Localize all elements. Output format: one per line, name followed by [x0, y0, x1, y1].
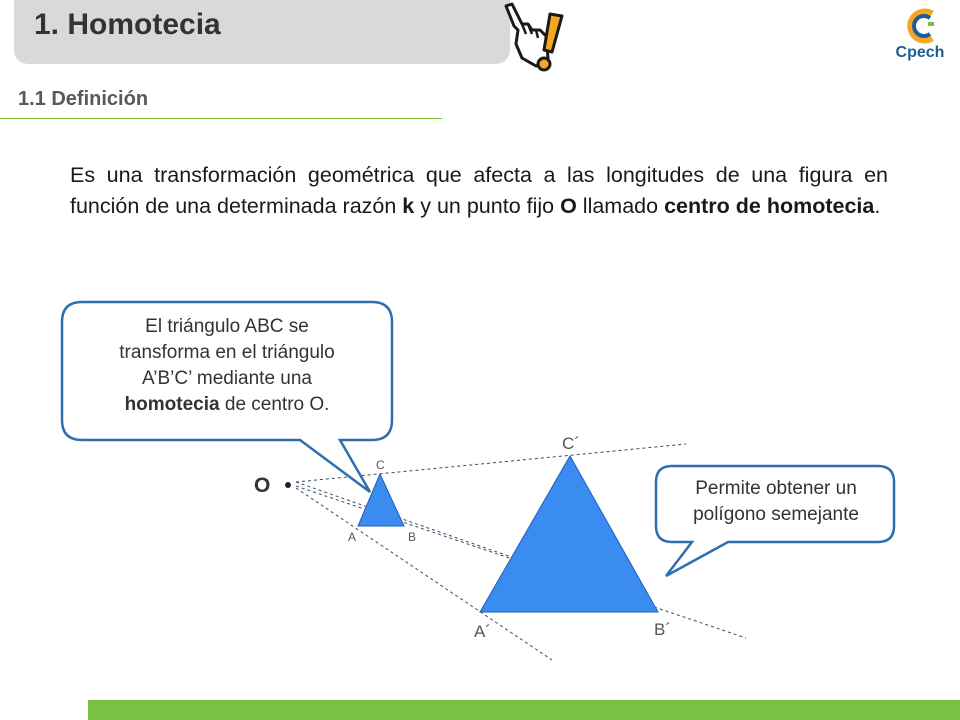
definition-text-2: y un punto fijo [414, 194, 561, 218]
left-callout-tail: de centro O. [219, 394, 330, 415]
left-callout-line-3: A’B’C’ mediante una [141, 368, 313, 389]
right-callout-line-2: polígono semejante [693, 504, 859, 525]
big-triangle [480, 456, 658, 612]
ratio-k: k [402, 194, 415, 218]
footer-bar [88, 700, 960, 720]
vertex-b-label: B [408, 530, 417, 544]
definition-text-1: Es una transformación geométrica que afecta a las longitudes de una figura en función de una determinada razón [70, 163, 888, 218]
center-term: centro de homotecia [664, 194, 875, 218]
logo-text: Cpech [895, 44, 945, 61]
right-callout-text [664, 476, 888, 528]
homotecia-term: homotecia [124, 394, 220, 415]
center-point [285, 482, 291, 488]
vertex-c-label: C [376, 458, 385, 472]
right-callout-line-1: Permite obtener un [695, 478, 857, 499]
vertex-a-label: A [348, 530, 357, 544]
definition-text-4: . [874, 194, 881, 218]
left-callout-line-1: El triángulo ABC se [145, 316, 309, 337]
vertex-a-prime-label: A´ [474, 622, 491, 641]
vertex-b-prime-label: B´ [654, 620, 671, 639]
left-callout-line-4 [72, 392, 382, 418]
page-title: 1. Homotecia [34, 8, 221, 41]
projection-line-mid [296, 482, 520, 560]
center-label: O [254, 474, 271, 497]
left-callout-line-2: transforma en el triángulo [119, 342, 335, 363]
fixed-point-o: O [560, 194, 577, 218]
left-callout-text [72, 314, 382, 418]
section-subtitle: 1.1 Definición [18, 88, 149, 110]
vertex-c-prime-label: C´ [562, 434, 580, 453]
definition-text-3: llamado [576, 194, 665, 218]
